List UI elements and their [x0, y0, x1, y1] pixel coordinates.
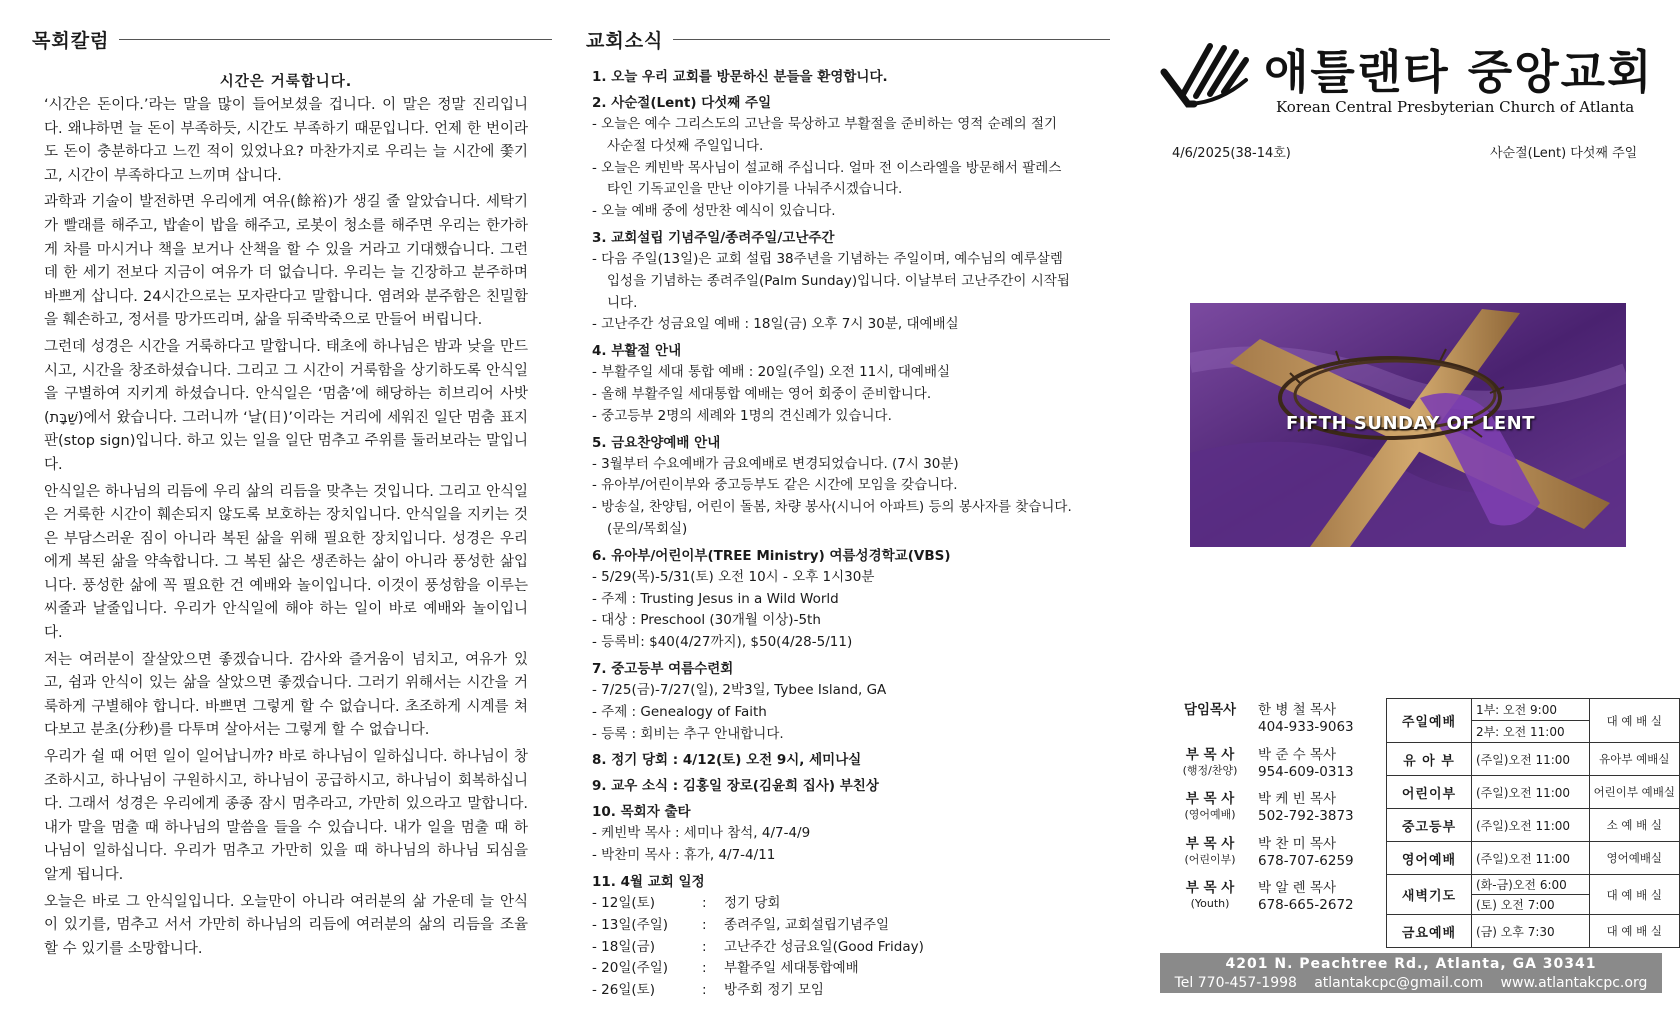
staff-row	[1168, 880, 1388, 925]
pastor-column	[44, 64, 528, 964]
staff-row	[1168, 791, 1388, 836]
service-name: 어린이부	[1387, 776, 1472, 809]
schedule-date: - 26일(토)	[592, 982, 655, 999]
column-header-news	[586, 26, 1110, 52]
church-name-korean: 애틀랜타 중앙교회	[1264, 45, 1654, 99]
staff-list	[1168, 702, 1388, 925]
staff-phone: 954-609-0313	[1258, 763, 1354, 780]
paragraph: 우리가 쉴 때 어떤 일이 일어납니까? 바로 하나님이 일하십니다. 하나님이 창조하시고, 하나님이 구원하시고, 하나님이 공급하시고, 하나님이 회복하십니다. 그래서 성경은 우리에게 종종 잠시 멈추라고, 가만히 있으라고 말합니다. 내가 말을 멈출 때 하나님의 말씀을 들을 수 있습니다. 내가 일을 멈출 때 하나님이 일하십니다. 우리가 멈추고 가만히 있을 때 하나님의 하나님 되심을 알게 됩니다.	[44, 749, 528, 883]
contact-footer	[1160, 953, 1662, 993]
service-name: 유 아 부	[1387, 743, 1472, 776]
service-location: 유아부 예배실	[1589, 743, 1679, 776]
service-location: 영어예배실	[1589, 842, 1679, 875]
staff-subrole: (행정/찬양)	[1182, 763, 1238, 777]
lent-banner-image	[1190, 303, 1626, 547]
paragraph: 저는 여러분이 잘살았으면 좋겠습니다. 감사와 즐거움이 넘치고, 여유가 있고, 쉼과 안식이 있는 삶을 살았으면 좋겠습니다. 그러기 위해서는 시간을 거룩하게 구별해야 합니다. 바쁘면 그렇게 할 수 없습니다. 초조하게 시계를 쳐다보고 분초(分秒)를 다투며 살아서는 그렇게 할 수 없습니다.	[44, 651, 528, 739]
section-heading: 9. 교우 소식 : 김홍일 장로(김윤희 집사) 부친상	[592, 778, 879, 795]
news-item: - 주제 : Genealogy of Faith	[592, 703, 767, 720]
church-address: 4201 N. Peachtree Rd., Atlanta, GA 30341	[1225, 956, 1597, 972]
schedule-row	[592, 958, 1074, 980]
website-link[interactable]: www.atlantakcpc.org	[1500, 975, 1648, 991]
service-name: 주일예배	[1387, 699, 1472, 743]
staff-name: 한 병 철 목사	[1258, 702, 1337, 718]
schedule-event: 정기 당회	[724, 894, 781, 911]
news-section-5	[592, 432, 1074, 541]
news-item: - 오늘 예배 중에 성만찬 예식이 있습니다.	[592, 203, 836, 220]
schedule-date: - 18일(금)	[592, 938, 655, 955]
schedule-colon: :	[702, 960, 707, 977]
schedule-event: 종려주일, 교회설립기념주일	[724, 916, 890, 933]
staff-phone: 502-792-3873	[1258, 808, 1354, 824]
church-name-english: Korean Central Presbyterian Church of Atlanta	[1276, 98, 1635, 116]
schedule-row	[592, 937, 1074, 959]
news-section-1	[592, 66, 1074, 88]
service-time: 2부: 오전 11:00	[1471, 721, 1589, 743]
schedule-event: 부활주일 세대통합예배	[724, 960, 859, 977]
service-row	[1387, 842, 1680, 875]
schedule-row	[592, 893, 1074, 915]
news-section-2	[592, 92, 1074, 223]
paragraph: ‘시간은 돈이다.’라는 말을 많이 들어보셨을 겁니다. 이 말은 정말 진리입니다. 왜냐하면 늘 돈이 부족하듯, 시간도 부족하기 때문입니다. 언제 한 번이라도 돈이 충분하다고 느낀 적이 있었나요? 마찬가지로 우리는 늘 시간에 쫓기고, 시간이 부족하다고 느끼며 삽니다.	[44, 97, 528, 184]
heading-rule	[673, 39, 1110, 40]
section-heading: 5. 금요찬양예배 안내	[592, 434, 721, 451]
service-location: 어린이부 예배실	[1589, 776, 1679, 809]
church-logo	[1160, 36, 1654, 126]
staff-role: 부 목 사	[1185, 791, 1235, 807]
service-name: 영어예배	[1387, 842, 1472, 875]
news-item: - 케빈박 목사 : 세미나 참석, 4/7-4/9	[592, 825, 811, 842]
column-title: 시간은 거룩합니다.	[219, 74, 353, 90]
service-time: (주일)오전 11:00	[1471, 809, 1589, 842]
news-item: - 3월부터 수요예배가 금요예배로 변경되었습니다. (7시 30분)	[592, 455, 959, 472]
news-item: - 유아부/어린이부와 중고등부도 같은 시간에 모임을 갖습니다.	[592, 477, 958, 494]
news-item: - 방송실, 찬양팀, 어린이 돌봄, 차량 봉사(시니어 아파트) 등의 봉사자를 찾습니다. (문의/목회실)	[592, 499, 1072, 537]
staff-name: 박 케 빈 목사	[1258, 791, 1337, 807]
schedule-colon: :	[702, 916, 707, 933]
staff-row	[1168, 836, 1388, 881]
news-item: - 중고등부 2명의 세례와 1명의 견신례가 있습니다.	[592, 407, 892, 424]
paragraph: 과학과 기술이 발전하면 우리에게 여유(餘裕)가 생길 줄 알았습니다. 세탁기가 빨래를 해주고, 밥솥이 밥을 해주고, 로봇이 청소를 해주면 우리는 한가하게 차를 마시거나 책을 보거나 산책을 할 수 있을 거라고 기대했습니다. 그런데 한 세기 전보다 지금이 여유가 더 없습니다. 우리는 늘 긴장하고 분주하며 바쁘게 삽니다. 24시간으로는 모자란다고 말합니다. 염려와 분주함은 친밀함을 훼손하고, 정서를 망가뜨리며, 삶을 뒤죽박죽으로 만들어 버립니다.	[44, 194, 528, 329]
schedule-date: - 12일(토)	[592, 894, 655, 911]
staff-row	[1168, 747, 1388, 792]
service-row	[1387, 776, 1680, 809]
news-item: - 부활주일 세대 통합 예배 : 20일(주일) 오전 11시, 대예배실	[592, 364, 951, 381]
staff-name: 박 준 수 목사	[1258, 746, 1337, 763]
email-link[interactable]: atlantakcpc@gmail.com	[1314, 975, 1484, 991]
news-section-6	[592, 545, 1074, 654]
schedule-date: - 13일(주일)	[592, 916, 668, 933]
schedule-row	[592, 980, 1074, 1002]
schedule-colon: :	[702, 982, 707, 999]
contact-line	[1160, 974, 1662, 992]
schedule-event: 방주회 정기 모임	[724, 982, 824, 999]
service-name: 금요예배	[1387, 915, 1472, 948]
service-row	[1387, 743, 1680, 776]
service-time: (주일)오전 11:00	[1471, 743, 1589, 776]
news-item: - 올해 부활주일 세대통합 예배는 영어 회중이 준비합니다.	[592, 385, 932, 402]
section-heading: 4. 부활절 안내	[592, 343, 682, 360]
news-section-7	[592, 658, 1074, 745]
service-time: (주일)오전 11:00	[1471, 842, 1589, 875]
news-item: - 대상 : Preschool (30개월 이상)-5th	[592, 612, 821, 629]
news-item: - 다음 주일(13일)은 교회 설립 38주년을 기념하는 주일이며, 예수님의 예루살렘 입성을 기념하는 종려주일(Palm Sunday)입니다. 이날부터 고난주간이 시작됩니다.	[592, 250, 1070, 311]
service-time: (주일)오전 11:00	[1471, 776, 1589, 809]
paragraph: 안식일은 하나님의 리듬에 우리 삶의 리듬을 맞추는 것입니다. 그리고 안식일은 거룩한 시간이 훼손되지 않도록 보호하는 장치입니다. 안식일을 지키는 것은 부담스러운 짐이 아니라 복된 삶을 위해 필요한 장치입니다. 성경은 우리에게 복된 삶을 약속합니다. 그 복된 삶은 생존하는 삶이 아니라 풍성한 삶입니다. 풍성한 삶에 꼭 필요한 건 예배와 놀이입니다. 이것이 풍성함을 이루는 씨줄과 날줄입니다. 우리가 안식일에 해야 하는 일이 바로 예배와 놀이입니다.	[44, 483, 528, 642]
section-heading: 10. 목회자 출타	[592, 804, 691, 821]
staff-role: 담임목사	[1183, 702, 1237, 718]
church-logo-icon	[1160, 40, 1270, 110]
service-schedule-table	[1386, 698, 1680, 948]
church-news	[592, 66, 1074, 1006]
service-location: 대 예 배 실	[1589, 915, 1679, 948]
news-item: - 박찬미 목사 : 휴가, 4/7-4/11	[592, 847, 776, 864]
phone-number: Tel 770-457-1998	[1174, 975, 1297, 991]
news-item: - 오늘은 케빈박 목사님이 설교해 주십니다. 얼마 전 이스라엘을 방문해서 팔레스타인 기독교인을 만난 이야기를 나눠주시겠습니다.	[592, 159, 1062, 198]
staff-name: 박 알 렌 목사	[1258, 880, 1337, 896]
news-item: - 오늘은 예수 그리스도의 고난을 묵상하고 부활절을 준비하는 영적 순례의 절기 사순절 다섯째 주일입니다.	[592, 116, 1058, 154]
service-time: (토) 오전 7:00	[1471, 895, 1589, 915]
section-heading: 1. 오늘 우리 교회를 방문하신 분들을 환영합니다.	[592, 69, 888, 85]
staff-role: 부 목 사	[1185, 746, 1235, 763]
schedule-colon: :	[702, 894, 707, 911]
service-time: 1부: 오전 9:00	[1471, 699, 1589, 721]
schedule-event: 고난주간 성금요일(Good Friday)	[724, 938, 924, 955]
news-section-3	[592, 227, 1074, 336]
news-item: - 7/25(금)-7/27(일), 2박3일, Tybee Island, GA	[592, 681, 887, 698]
news-item: - 등록 : 회비는 추구 안내합니다.	[592, 725, 784, 742]
staff-phone: 678-665-2672	[1258, 897, 1354, 913]
service-location: 대 예 배 실	[1589, 875, 1679, 915]
service-row	[1387, 915, 1680, 948]
news-item: - 고난주간 성금요일 예배 : 18일(금) 오후 7시 30분, 대예배실	[592, 316, 959, 333]
service-row	[1387, 875, 1680, 895]
schedule-row	[592, 915, 1074, 937]
service-location: 대 예 배 실	[1589, 699, 1679, 743]
staff-row	[1168, 702, 1388, 747]
liturgical-sunday: 사순절(Lent) 다섯째 주일	[1490, 146, 1638, 161]
news-item: - 등록비: $40(4/27까지), $50(4/28-5/11)	[592, 634, 853, 651]
section-heading: 3. 교회설립 기념주일/종려주일/고난주간	[592, 229, 835, 246]
service-name: 중고등부	[1387, 809, 1472, 842]
paragraph: 그런데 성경은 시간을 거룩하다고 말합니다. 태초에 하나님은 밤과 낮을 만드시고, 시간을 창조하셨습니다. 그리고 그 시간이 거룩함을 상기하도록 안식일을 구별하여 지키게 하셨습니다. 안식일은 ‘멈춤’에 해당하는 히브리어 사밧(שַׁבָּת)에서 왔습니다. 그러니까 ‘날(日)’이라는 거리에 세워진 일단 멈춤 표지판(stop sign)입니다. 하고 있는 일을 일단 멈추고 주위를 둘러보라는 말입니다.	[44, 338, 528, 473]
section-heading: 8. 정기 당회 : 4/12(토) 오전 9시, 세미나실	[592, 752, 862, 769]
news-section-8	[592, 749, 1074, 771]
banner-caption: FIFTH SUNDAY OF LENT	[1286, 413, 1535, 434]
staff-role: 부 목 사	[1185, 835, 1235, 852]
column-header-pastor	[32, 26, 552, 52]
heading-rule	[119, 39, 552, 40]
news-section-4	[592, 340, 1074, 427]
service-time: (화-금)오전 6:00	[1471, 875, 1589, 895]
staff-phone: 678-707-6259	[1258, 852, 1354, 869]
service-time: (금) 오후 7:30	[1471, 915, 1589, 948]
staff-subrole: (어린이부)	[1184, 852, 1236, 866]
schedule-colon: :	[702, 938, 707, 955]
news-section-9	[592, 775, 1074, 797]
section-heading: 11. 4월 교회 일정	[592, 873, 705, 890]
bulletin-date: 4/6/2025(38-14호)	[1172, 146, 1291, 161]
staff-subrole: (영어예배)	[1184, 808, 1236, 821]
staff-name: 박 찬 미 목사	[1258, 835, 1337, 852]
pastor-column-heading: 목회칼럼	[32, 29, 110, 52]
news-column-heading: 교회소식	[586, 29, 664, 52]
service-row	[1387, 809, 1680, 842]
service-location: 소 예 배 실	[1589, 809, 1679, 842]
news-section-10	[592, 801, 1074, 867]
staff-role: 부 목 사	[1185, 880, 1235, 896]
news-section-11	[592, 871, 1074, 1002]
schedule-date: - 20일(주일)	[592, 960, 668, 977]
staff-subrole: (Youth)	[1190, 897, 1230, 910]
news-item: - 5/29(목)-5/31(토) 오전 10시 - 오후 1시30분	[592, 568, 875, 585]
paragraph: 오늘은 바로 그 안식일입니다. 오늘만이 아니라 여러분의 삶 가운데 늘 안식이 있기를, 멈추고 서서 가만히 하나님의 리듬에 여러분의 삶의 리듬을 조율할 수 있기를 소망합니다.	[44, 893, 528, 957]
service-row	[1387, 699, 1680, 721]
section-heading: 7. 중고등부 여름수련회	[592, 660, 734, 677]
section-heading: 6. 유아부/어린이부(TREE Ministry) 여름성경학교(VBS)	[592, 547, 951, 564]
news-item: - 주제 : Trusting Jesus in a Wild World	[592, 590, 839, 607]
section-heading: 2. 사순절(Lent) 다섯째 주일	[592, 95, 772, 111]
service-name: 새벽기도	[1387, 875, 1472, 915]
staff-phone: 404-933-9063	[1258, 719, 1354, 735]
